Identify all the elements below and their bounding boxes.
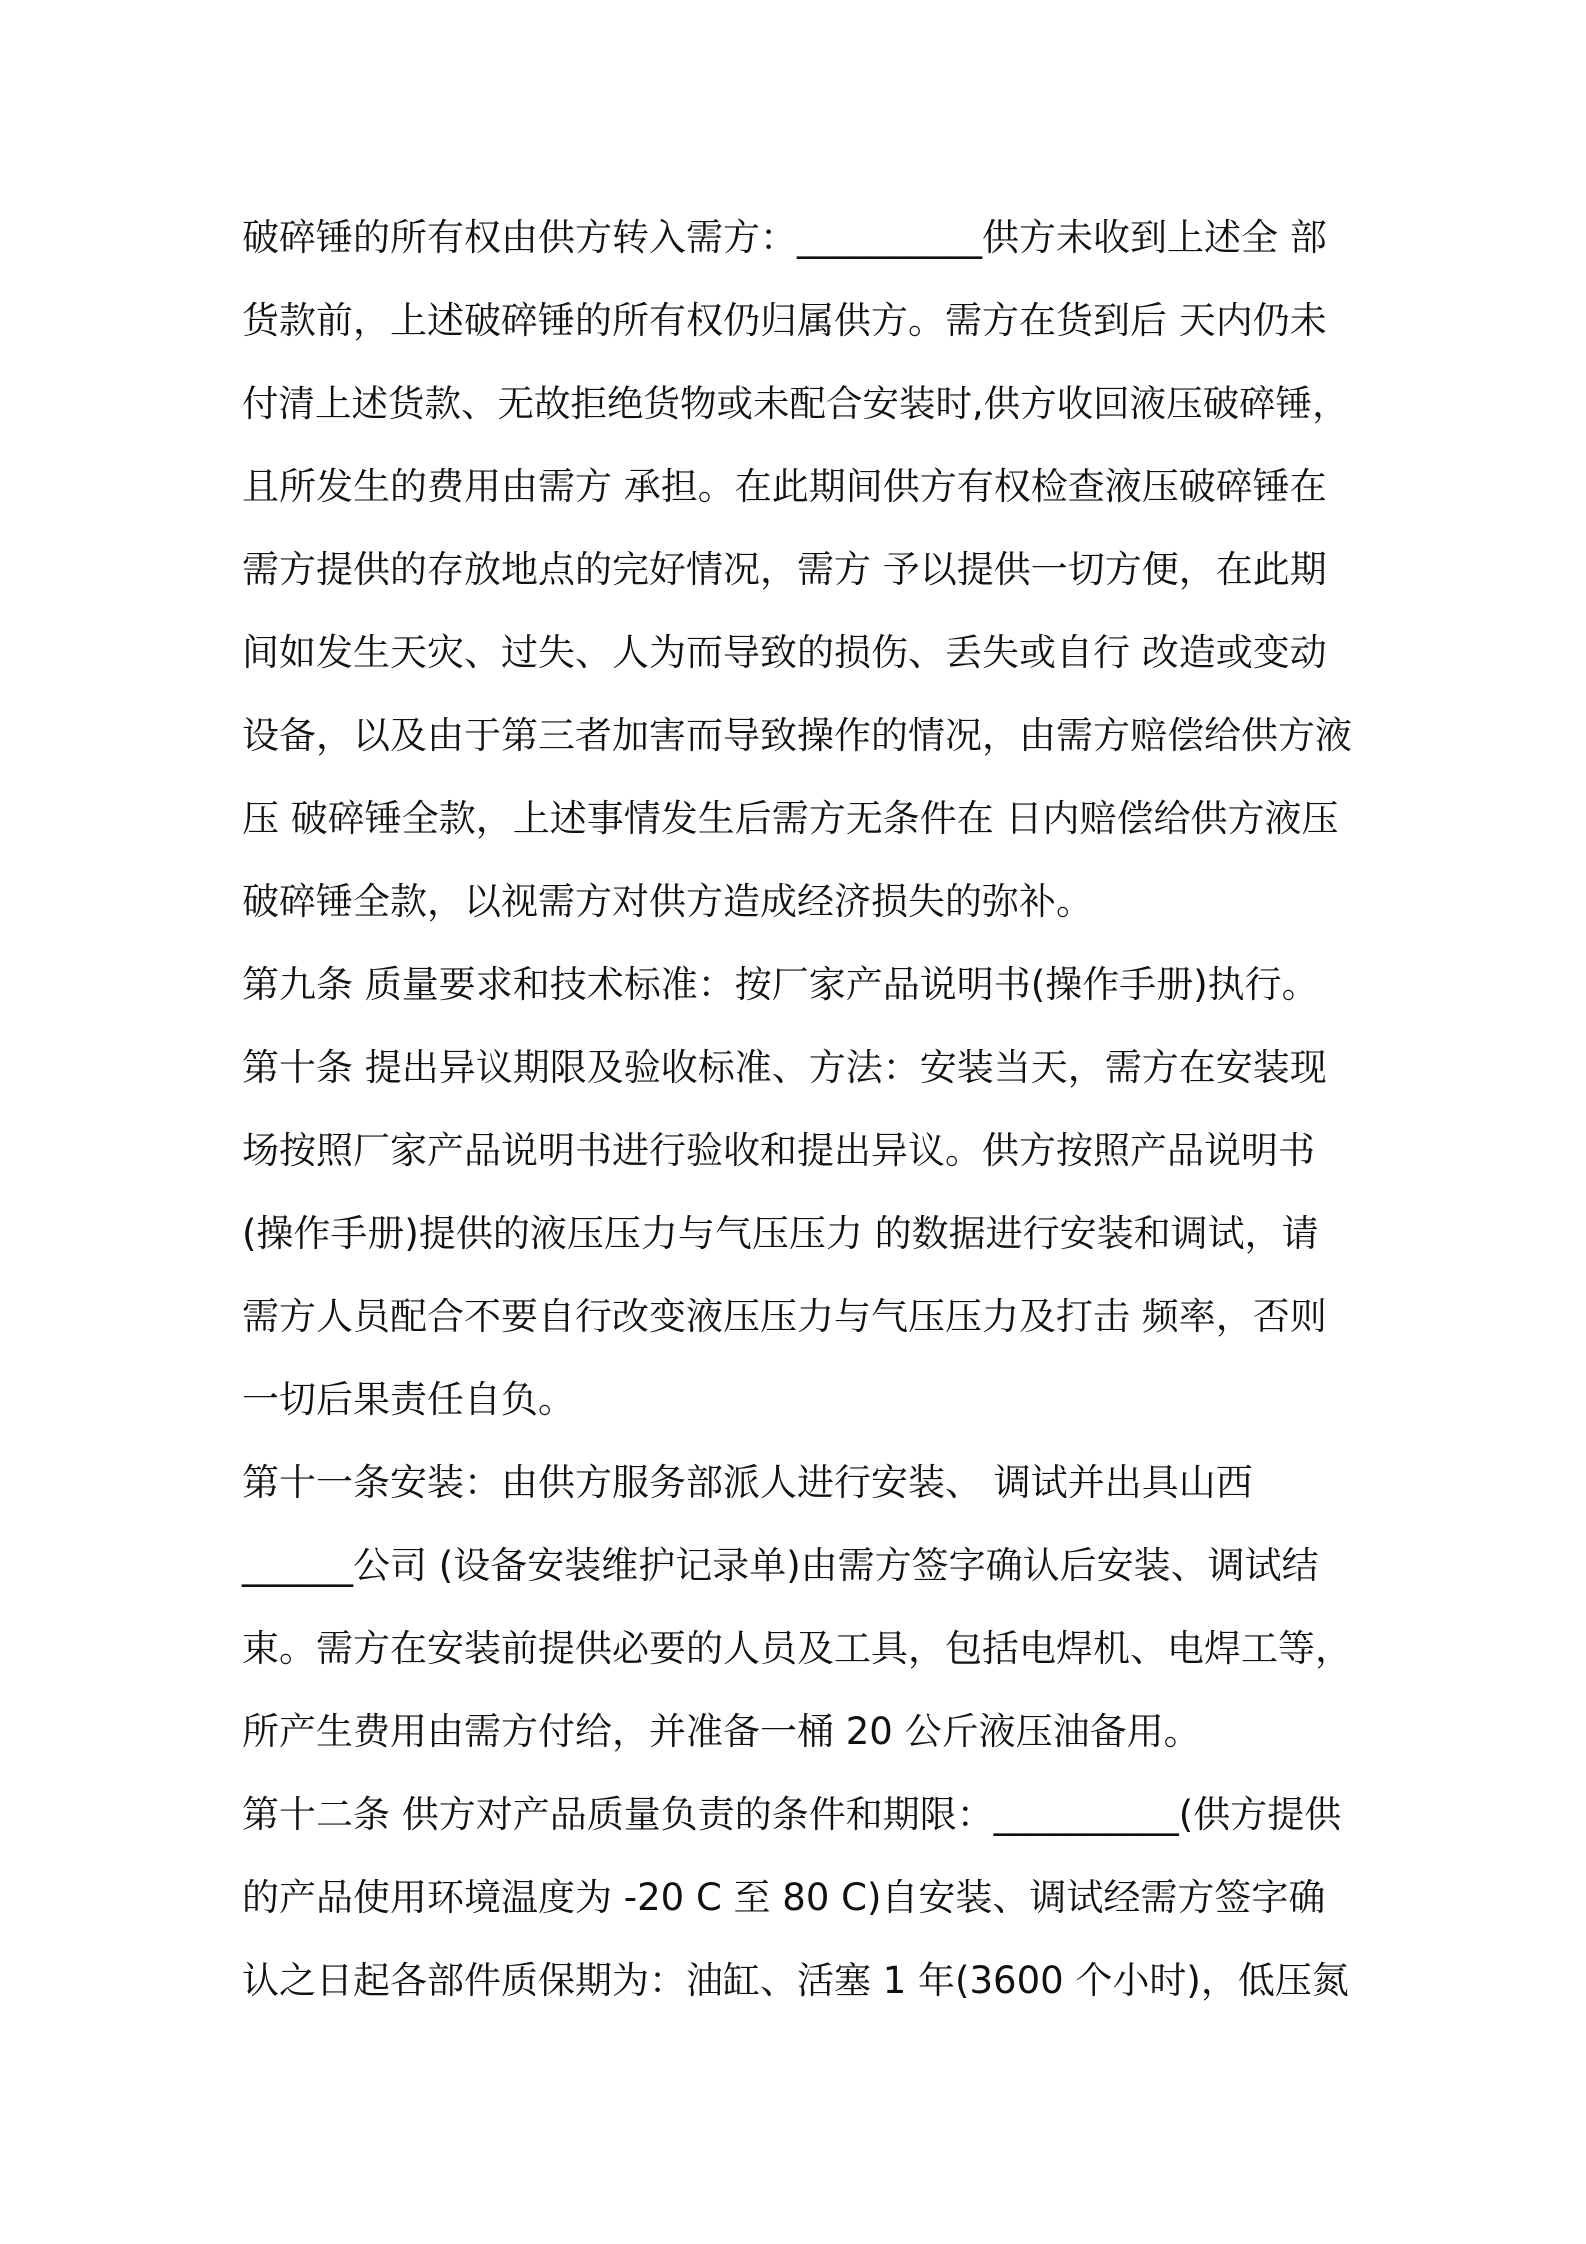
text-line: 需方人员配合不要自行改变液压压力与气压压力及打击 频率，否则	[242, 1295, 1327, 1338]
text-line: 一切后果责任自负。	[242, 1378, 575, 1421]
text-line: 且所发生的费用由需方 承担。在此期间供方有权检查液压破碎锤在	[242, 465, 1327, 508]
text-line: 破碎锤全款，以视需方对供方造成经济损失的弥补。	[242, 880, 1093, 923]
text-line: 需方提供的存放地点的完好情况，需方 予以提供一切方便，在此期	[242, 548, 1327, 591]
article-10-heading: 第十条 提出异议期限及验收标准、方法：安装当天，需方在安装现	[242, 1046, 1327, 1089]
article-12-heading: 第十二条 供方对产品质量负责的条件和期限：__________(供方提供	[242, 1793, 1342, 1836]
text-line: 束。需方在安装前提供必要的人员及工具，包括电焊机、电焊工等，	[242, 1627, 1352, 1670]
article-11-heading: 第十一条安装：由供方服务部派人进行安装、 调试并出具山西	[242, 1461, 1253, 1504]
text-line: 设备，以及由于第三者加害而导致操作的情况，由需方赔偿给供方液	[242, 714, 1352, 757]
text-line: (操作手册)提供的液压压力与气压压力 的数据进行安装和调试，请	[242, 1212, 1319, 1255]
text-line: 货款前，上述破碎锤的所有权仍归属供方。需方在货到后 天内仍未	[242, 299, 1327, 342]
article-9-heading: 第九条 质量要求和技术标准：按厂家产品说明书(操作手册)执行。	[242, 963, 1319, 1006]
text-line: 场按照厂家产品说明书进行验收和提出异议。供方按照产品说明书	[242, 1129, 1315, 1172]
text-line: 所产生费用由需方付给，并准备一桶 20 公斤液压油备用。	[242, 1710, 1201, 1753]
text-line: 的产品使用环境温度为 -20 C 至 80 C)自安装、调试经需方签字确	[242, 1876, 1326, 1919]
text-line: 压 破碎锤全款，上述事情发生后需方无条件在 日内赔偿给供方液压	[242, 797, 1339, 840]
text-line: ______公司 (设备安装维护记录单)由需方签字确认后安装、调试结	[242, 1544, 1319, 1587]
text-line: 认之日起各部件质保期为：油缸、活塞 1 年(3600 个小时)，低压氮	[242, 1959, 1349, 2002]
contract-text	[242, 196, 1362, 2022]
text-line: 间如发生天灾、过失、人为而导致的损伤、丢失或自行 改造或变动	[242, 631, 1327, 674]
text-line: 付清上述货款、无故拒绝货物或未配合安装时,供方收回液压破碎锤，	[242, 382, 1349, 425]
text-line: 破碎锤的所有权由供方转入需方：__________供方未收到上述全 部	[242, 216, 1327, 259]
